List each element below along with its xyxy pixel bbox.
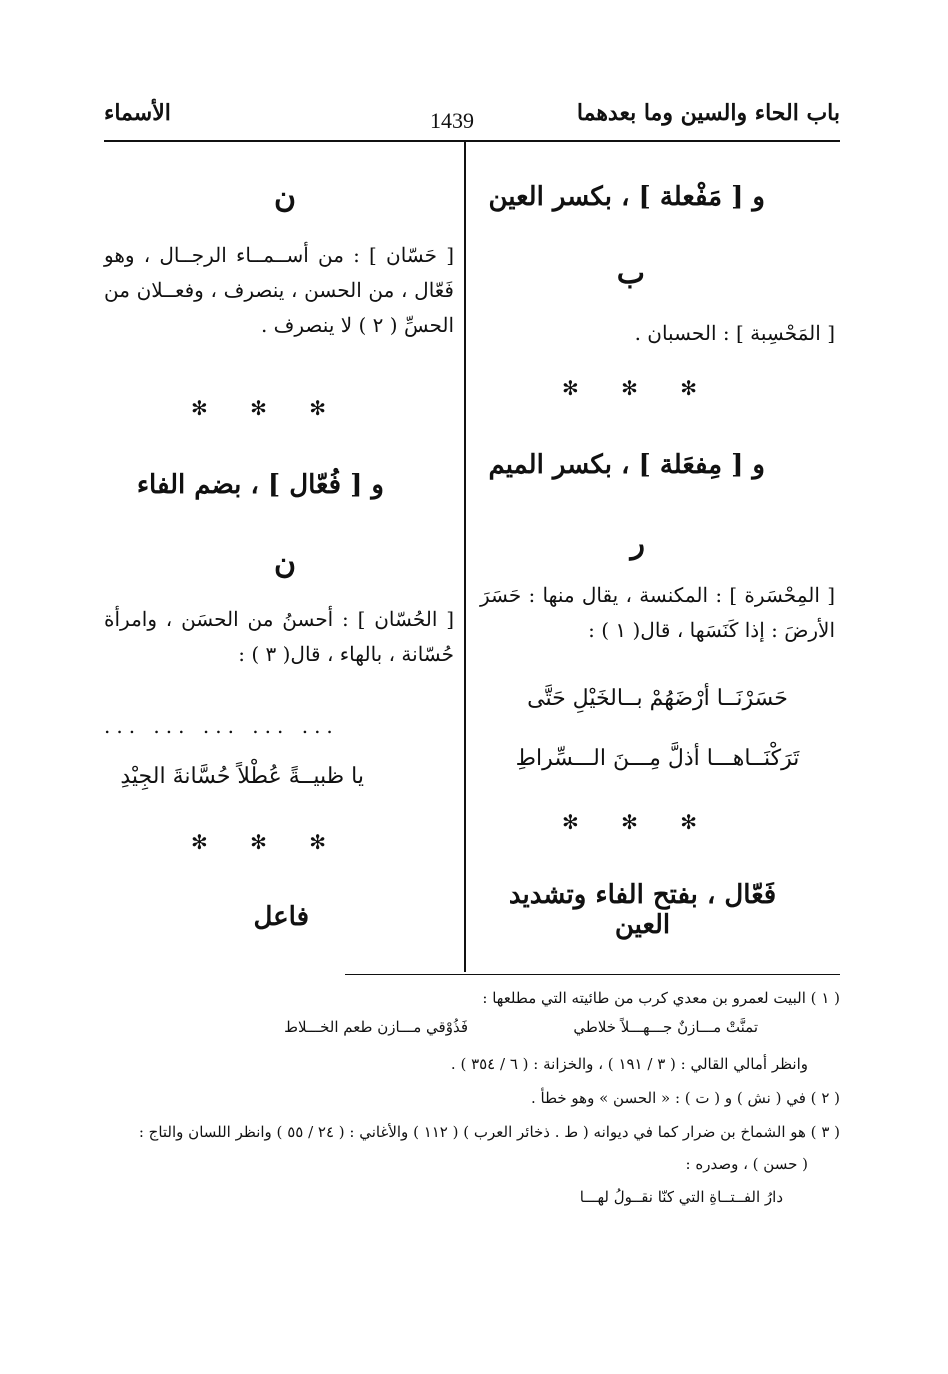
dictionary-entry: [ الحُسّان ] : أحسنُ من الحسَن ، وامرأة حُسّانة ، بالهاء ، قال( ٣ ) : [104,607,454,666]
root-letter: ن [273,546,296,581]
section-heading: و [ فُعّال ] ، بضم الفاء [136,470,384,500]
dictionary-entry: [ حَسّان ] : من أســمــاء الرجــال ، وهو فَعّال ، من الحسن ، ينصرف ، وفعــلان من الحسِّ ( ٢ ) لا ينصرف . [104,243,454,337]
footnote-rule [345,974,840,975]
footnote-3-continued: ( حسن ) ، وصدره : [685,1155,808,1173]
separator-stars: ✻ ✻ ✻ [562,810,715,834]
footnote-reference: وانظر أمالي القالي : ( ٣ / ١٩١ ) ، والخزانة : ( ٦ / ٣٥٤ ) . [450,1055,808,1073]
column-divider [464,142,466,972]
section-heading: و [ مَفْعلة ] ، بكسر العين [488,182,765,212]
separator-stars: ✻ ✻ ✻ [191,830,344,854]
header-rule [104,140,840,142]
footnote-2: ( ٢ ) في ( نش ) و ( ت ) : « الحسن » وهو خطأ . [530,1089,840,1107]
separator-stars: ✻ ✻ ✻ [562,376,715,400]
verse-line: يا ظبيــةً عُطْلاً حُسَّانةَ الجِيْدِ [120,764,364,789]
section-heading: و [ مِفعَلة ] ، بكسر الميم [488,450,765,480]
section-heading: فاعل [253,902,309,932]
root-letter: ن [273,180,296,215]
verse-line: حَسَرْنَــا أرْضَهُمْ بــالخَيْلِ حَتَّى [527,686,788,711]
footnote-verse: تمنَّتْ مـــازنٌ جـــهـــلاً خلاطي [573,1018,758,1036]
left-column [104,150,454,950]
dictionary-entry: [ المِحْسَرة ] : المكنسة ، يقال منها : حَسَرَ الأرضَ : إذا كَنَسَها ، قال( ١ ) : [480,583,835,642]
right-column [480,150,835,950]
footnote-verse: فَذُوْقي مـــازن طعم الخـــلاط [284,1018,468,1036]
section-heading: فَعّال ، بفتح الفاء وتشديد العين [508,880,777,940]
footnote-3: ( ٣ ) هو الشماخ بن ضرار كما في ديوانه ( ط . ذخائر العرب ) ( ١١٢ ) والأغاني : ( ٢٤ / ٥٥ ) وانظر اللسان والتاج : [138,1123,840,1141]
dictionary-entry: [ المَحْسِبة ] : الحسبان . [634,321,835,345]
footnote-verse: دارُ الفــتــاةِ التي كنّا نقــولُ لهـــا [579,1188,783,1206]
ellipsis-dots: ... ... ... ... ... [104,714,339,738]
running-head-right: باب الحاء والسين وما بعدهما [576,100,840,126]
footnote-1: ( ١ ) البيت لعمرو بن معدي كرب من طائيته التي مطلعها : [482,989,840,1007]
separator-stars: ✻ ✻ ✻ [191,396,344,420]
root-letter: ر [630,526,645,561]
root-letter: ب [616,256,645,291]
page-number: 1439 [430,108,474,133]
running-head-left: الأسماء [104,100,171,126]
verse-line: تَرَكْنَــاهـــا أذلَّ مِـــنَ الـــسِّراطِ [515,746,800,771]
